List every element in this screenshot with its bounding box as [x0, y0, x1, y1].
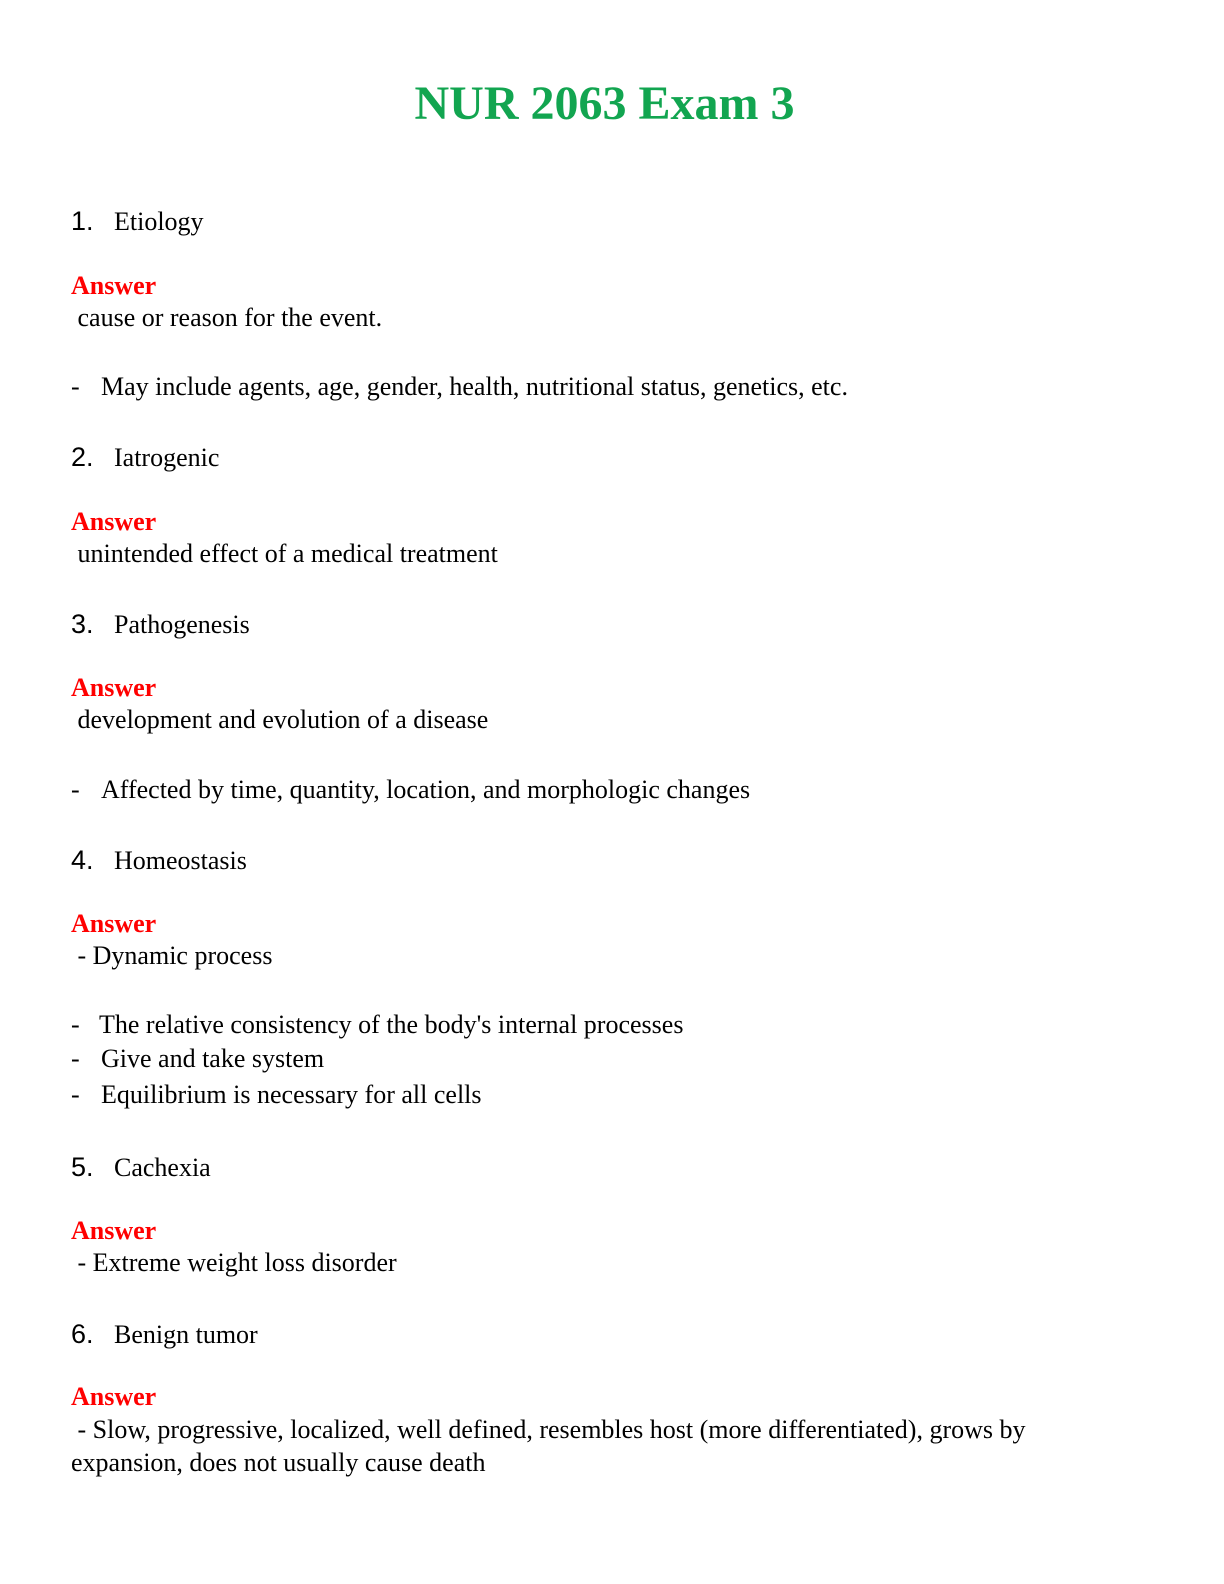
question-number: 4.	[71, 845, 94, 875]
question-number: 5.	[71, 1152, 94, 1182]
answer-label: Answer	[71, 1216, 157, 1245]
bullet-dash: -	[71, 1044, 80, 1073]
page-title: NUR 2063 Exam 3	[414, 77, 795, 130]
question-term: Iatrogenic	[114, 443, 220, 472]
answer-text: - Extreme weight loss disorder	[71, 1248, 397, 1277]
bullet-dash: -	[71, 1010, 80, 1039]
question-term: Etiology	[114, 207, 204, 236]
bullet-text: Give and take system	[101, 1044, 325, 1073]
answer-label: Answer	[71, 673, 157, 702]
answer-text: - Slow, progressive, localized, well defined, resembles host (more differentiated), grows by expansion, does not usually cause death	[71, 1415, 1032, 1477]
bullet-text: May include agents, age, gender, health, nutritional status, genetics, etc.	[101, 372, 848, 401]
question-term: Pathogenesis	[114, 610, 250, 639]
question-number: 1.	[71, 206, 94, 236]
answer-label: Answer	[71, 507, 157, 536]
question-term: Benign tumor	[114, 1320, 258, 1349]
answer-text: unintended effect of a medical treatment	[71, 539, 498, 568]
answer-text: development and evolution of a disease	[71, 705, 489, 734]
bullet-text: The relative consistency of the body's internal processes	[99, 1010, 684, 1039]
bullet-text: Affected by time, quantity, location, and morphologic changes	[101, 775, 751, 804]
answer-text: - Dynamic process	[71, 941, 273, 970]
answer-label: Answer	[71, 271, 157, 300]
question-term: Homeostasis	[114, 846, 247, 875]
bullet-dash: -	[71, 775, 80, 804]
bullet-dash: -	[71, 1080, 80, 1109]
question-number: 3.	[71, 609, 94, 639]
bullet-text: Equilibrium is necessary for all cells	[101, 1080, 482, 1109]
answer-label: Answer	[71, 1382, 157, 1411]
answer-label: Answer	[71, 909, 157, 938]
question-number: 6.	[71, 1319, 94, 1349]
question-number: 2.	[71, 442, 94, 472]
answer-text: cause or reason for the event.	[71, 303, 383, 332]
question-term: Cachexia	[114, 1153, 211, 1182]
bullet-dash: -	[71, 372, 80, 401]
